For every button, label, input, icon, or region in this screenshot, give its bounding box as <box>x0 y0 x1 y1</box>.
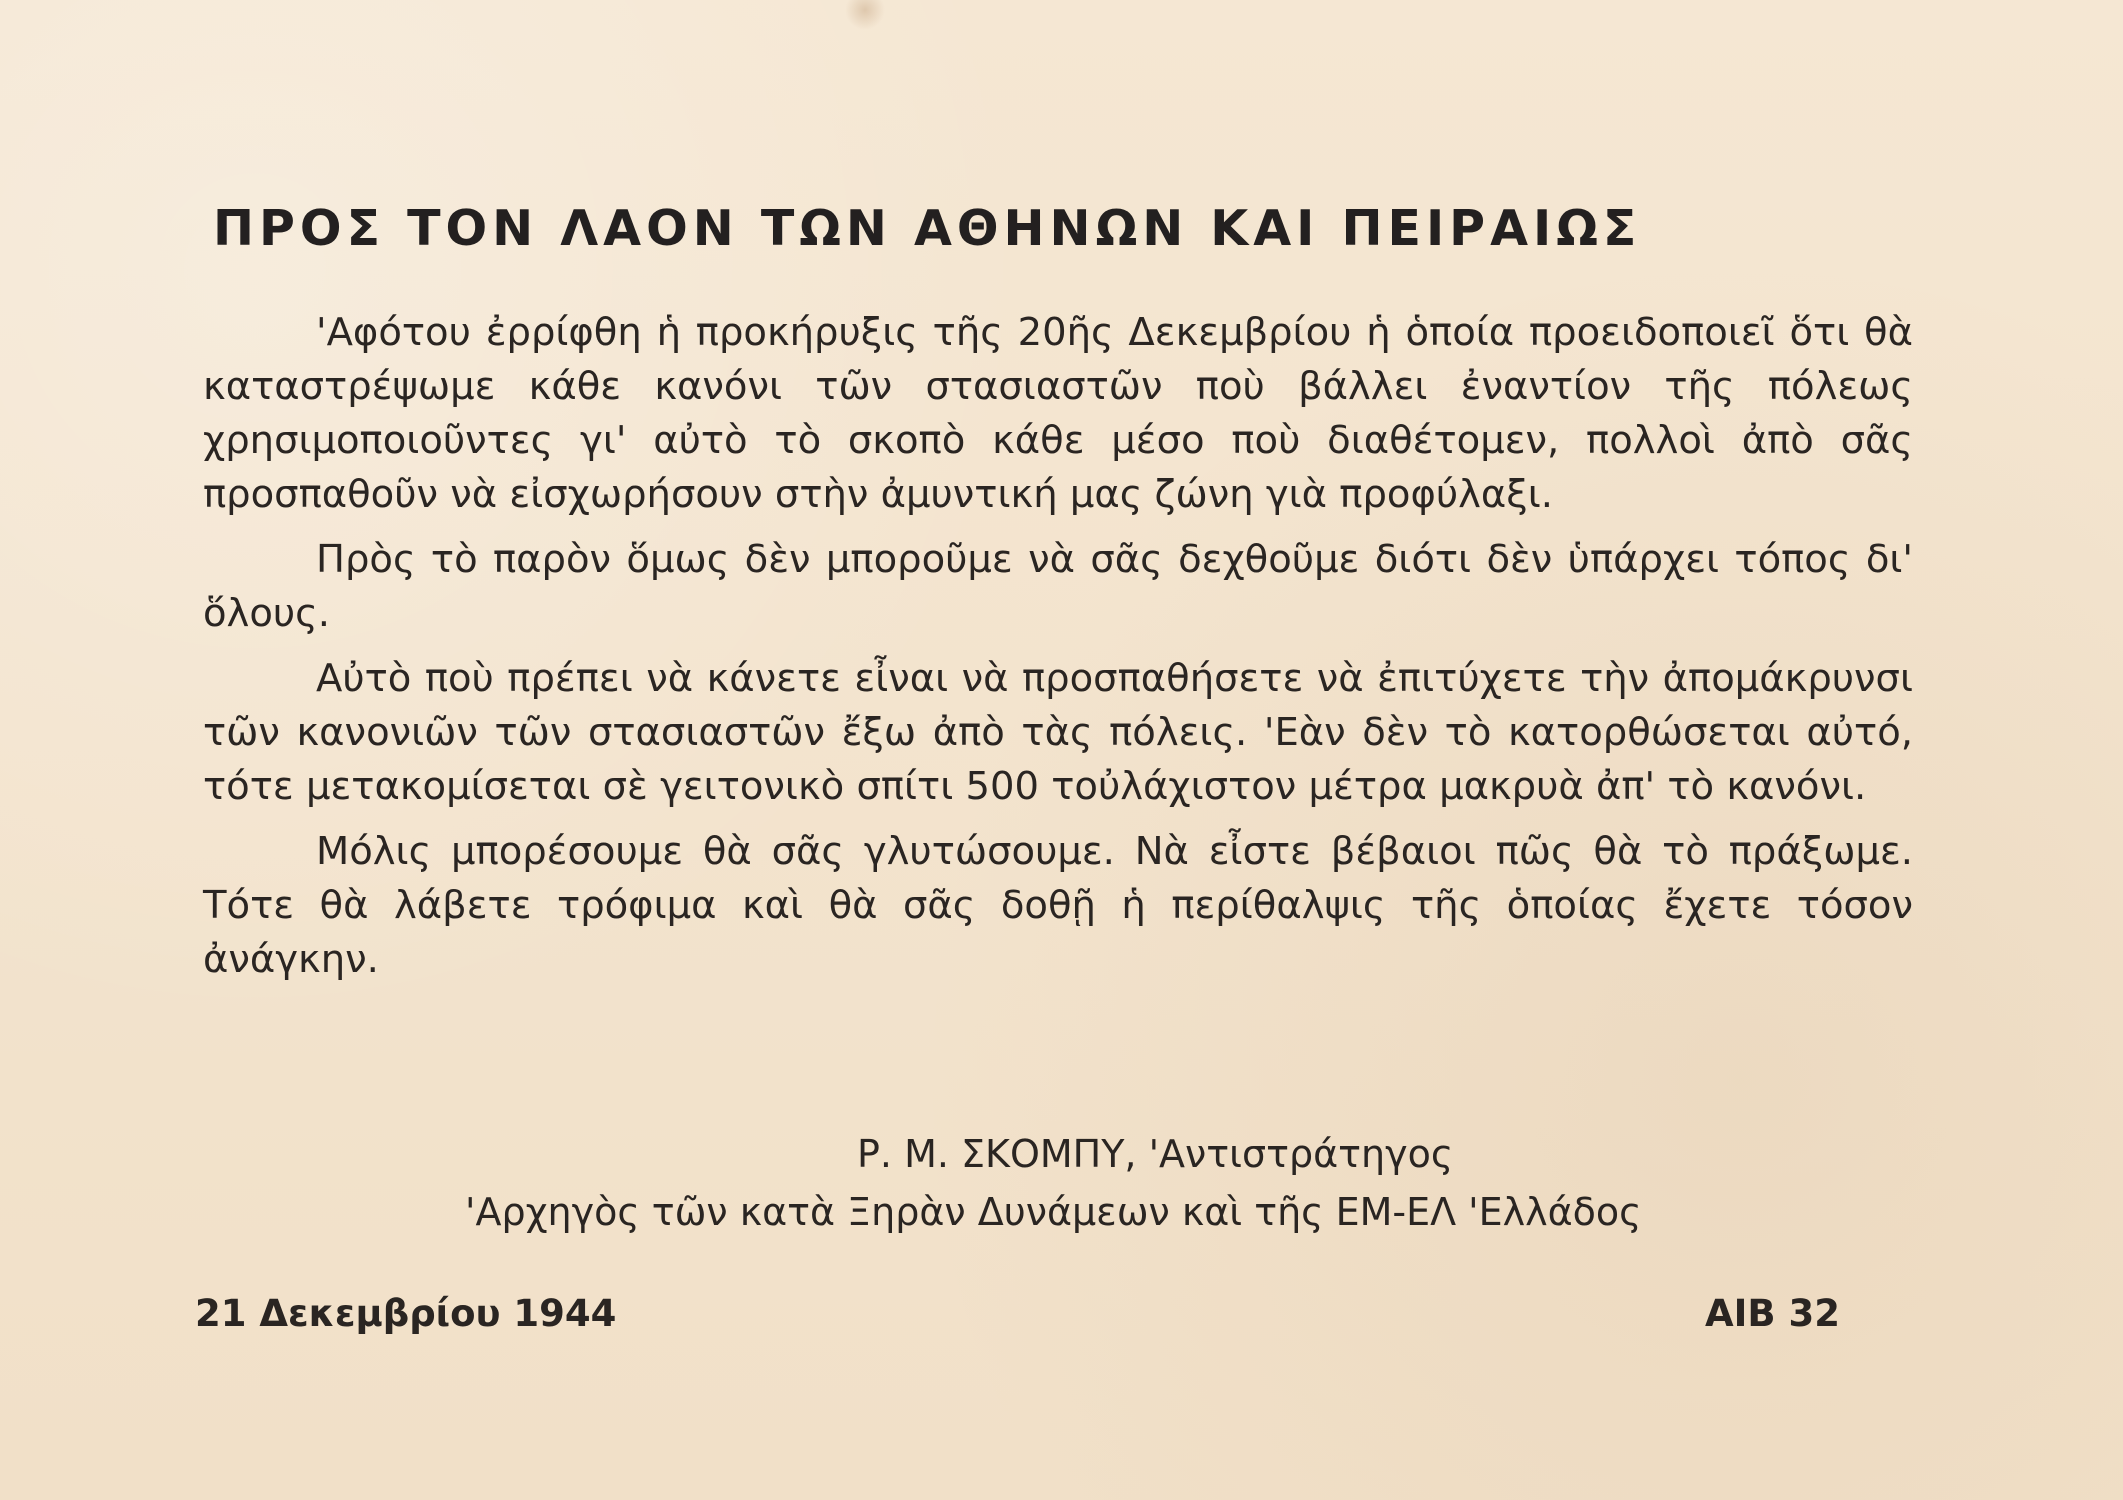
signature-title: 'Αρχηγὸς τῶν κατὰ Ξηρὰν Δυνάμεων καὶ τῆς ΕΜ-ΕΛ 'Ελλάδος <box>465 1190 1642 1234</box>
document-date: 21 Δεκεμβρίου 1944 <box>195 1292 617 1335</box>
paper-stain <box>845 0 885 30</box>
paragraph-3: Αὐτὸ ποὺ πρέπει νὰ κάνετε εἶναι νὰ προσπαθήσετε νὰ ἐπιτύχετε τὴν ἀπομάκρυνσι τῶν κανονιῶν τῶν στασιαστῶν ἔξω ἀπὸ τὰς πόλεις. 'Εὰν δὲν τὸ κατορθώσεται αὐτό, τότε μετακομίσεται σὲ γειτονικὸ σπίτι 500 τοὐλάχιστον μέτρα μακρυὰ ἀπ' τὸ κανόνι. <box>203 656 1913 809</box>
paragraph-2: Πρὸς τὸ παρὸν ὅμως δὲν μποροῦμε νὰ σᾶς δεχθοῦμε διότι δὲν ὑπάρχει τόπος δι' ὅλους. <box>203 537 1913 636</box>
paragraph-1: 'Αφότου ἐρρίφθη ἡ προκήρυξις τῆς 20ῆς Δεκεμβρίου ἡ ὁποία προειδοποιεῖ ὅτι θὰ καταστρέψωμε κάθε κανόνι τῶν στασιαστῶν ποὺ βάλλει ἐναντίον τῆς πόλεως χρησιμοποιοῦντες γι' αὐτὸ τὸ σκοπὸ κάθε μέσο ποὺ διαθέτομεν, πολλοὶ ἀπὸ σᾶς προσπαθοῦν νὰ εἰσχωρήσουν στὴν ἀμυντική μας ζώνη γιὰ προφύλαξι. <box>203 310 1913 517</box>
signature-name: Ρ. Μ. ΣΚΟΜΠΥ, 'Αντιστράτηγος <box>857 1132 1454 1176</box>
document-code: ΑΙΒ 32 <box>1705 1292 1840 1335</box>
signature-block <box>0 1125 2123 1245</box>
document-title: ΠΡΟΣ ΤΟΝ ΛΑΟΝ ΤΩΝ ΑΘΗΝΩΝ ΚΑΙ ΠΕΙΡΑΙΩΣ <box>213 200 1642 257</box>
paragraph-4: Μόλις μπορέσουμε θὰ σᾶς γλυτώσουμε. Νὰ εἶστε βέβαιοι πῶς θὰ τὸ πράξωμε. Τότε θὰ λάβετε τρόφιμα καὶ θὰ σᾶς δοθῇ ἡ περίθαλψις τῆς ὁποίας ἔχετε τόσον ἀνάγκην. <box>203 829 1913 982</box>
document-body <box>203 306 1913 998</box>
